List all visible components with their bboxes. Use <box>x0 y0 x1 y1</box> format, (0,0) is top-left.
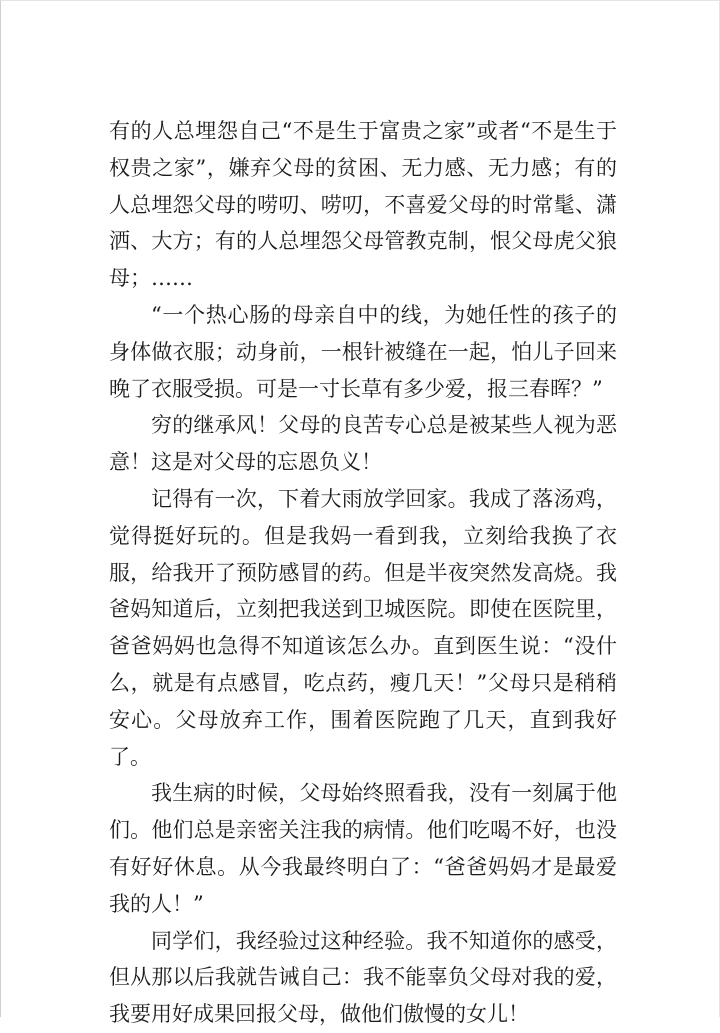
paragraph-4: 记得有一次，下着大雨放学回家。我成了落汤鸡，觉得挺好玩的。但是我妈一看到我，立刻给我换了衣服，给我开了预防感冒的药。但是半夜突然发高烧。我爸妈知道后，立刻把我送到卫城医院。即使在医院里，爸爸妈妈也急得不知道该怎么办。直到医生说：“没什么，就是有点感冒，吃点药，瘦几天！”父母只是稍稍安心。父母放弃工作，围着医院跑了几天，直到我好了。 <box>109 486 617 769</box>
paragraph-6: 同学们，我经验过这种经验。我不知道你的感受，但从那以后我就告诫自己：我不能辜负父母对我的爱，我要用好成果回报父母，做他们傲慢的女儿！ <box>109 928 617 1027</box>
document-body <box>109 113 617 1033</box>
paragraph-5: 我生病的时候，父母始终照看我，没有一刻属于他们。他们总是亲密关注我的病情。他们吃喝不好，也没有好好休息。从今我最终明白了：“爸爸妈妈才是最爱我的人！” <box>109 781 617 916</box>
paragraph-1: 有的人总埋怨自己“不是生于富贵之家”或者“不是生于权贵之家”，嫌弃父母的贫困、无力感、无力感；有的人总埋怨父母的唠叨、唠叨，不喜爱父母的时常髦、潇洒、大方；有的人总埋怨父母管教克制，恨父母虎父狼母；…… <box>109 119 617 291</box>
paragraph-2: “一个热心肠的母亲自中的线，为她任性的孩子的身体做衣服；动身前，一根针被缝在一起，怕儿子回来晚了衣服受损。可是一寸长草有多少爱，报三春晖？” <box>109 302 617 401</box>
paragraph-3: 穷的继承风！父母的良苦专心总是被某些人视为恶意！这是对父母的忘恩负义！ <box>109 413 617 475</box>
